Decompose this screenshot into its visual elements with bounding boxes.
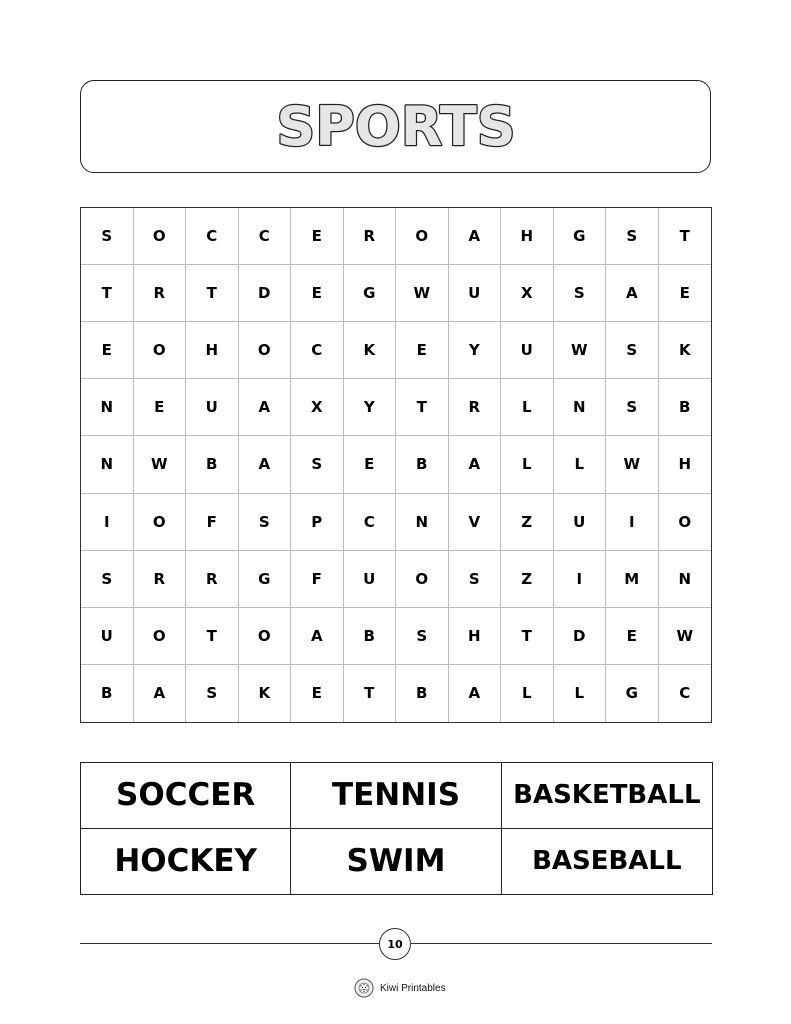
- grid-cell[interactable]: I: [606, 494, 659, 551]
- grid-cell[interactable]: X: [501, 265, 554, 322]
- grid-cell[interactable]: T: [396, 379, 449, 436]
- grid-cell[interactable]: T: [186, 608, 239, 665]
- grid-cell[interactable]: N: [554, 379, 607, 436]
- word-list-item: HOCKEY: [81, 829, 291, 895]
- page-number-text: 10: [387, 937, 403, 951]
- grid-cell[interactable]: N: [659, 551, 712, 608]
- grid-cell[interactable]: K: [239, 665, 292, 722]
- grid-cell[interactable]: E: [291, 665, 344, 722]
- grid-cell[interactable]: M: [606, 551, 659, 608]
- grid-cell[interactable]: C: [291, 322, 344, 379]
- grid-cell[interactable]: N: [81, 436, 134, 493]
- grid-cell[interactable]: R: [344, 208, 397, 265]
- grid-cell[interactable]: T: [81, 265, 134, 322]
- page-title-text: SPORTS: [275, 94, 516, 158]
- grid-cell[interactable]: Y: [344, 379, 397, 436]
- grid-cell[interactable]: F: [186, 494, 239, 551]
- grid-cell[interactable]: B: [396, 665, 449, 722]
- grid-cell[interactable]: Z: [501, 494, 554, 551]
- grid-cell[interactable]: G: [239, 551, 292, 608]
- grid-cell[interactable]: O: [239, 608, 292, 665]
- grid-cell[interactable]: W: [554, 322, 607, 379]
- grid-cell[interactable]: L: [554, 665, 607, 722]
- grid-cell[interactable]: K: [344, 322, 397, 379]
- footer-divider-right: [411, 943, 712, 944]
- grid-cell[interactable]: G: [606, 665, 659, 722]
- word-list-item: SWIM: [291, 829, 501, 895]
- grid-cell[interactable]: X: [291, 379, 344, 436]
- grid-cell[interactable]: S: [606, 379, 659, 436]
- grid-cell[interactable]: B: [344, 608, 397, 665]
- grid-cell[interactable]: A: [606, 265, 659, 322]
- word-list: [80, 762, 713, 895]
- grid-cell[interactable]: T: [659, 208, 712, 265]
- grid-cell[interactable]: V: [449, 494, 502, 551]
- grid-cell[interactable]: L: [501, 379, 554, 436]
- brand: [352, 976, 446, 1000]
- grid-cell[interactable]: S: [606, 322, 659, 379]
- word-list-item: BASKETBALL: [502, 763, 712, 829]
- grid-cell[interactable]: I: [81, 494, 134, 551]
- grid-cell[interactable]: E: [396, 322, 449, 379]
- grid-cell[interactable]: D: [554, 608, 607, 665]
- grid-cell[interactable]: H: [449, 608, 502, 665]
- grid-cell[interactable]: E: [81, 322, 134, 379]
- grid-cell[interactable]: U: [501, 322, 554, 379]
- grid-cell[interactable]: T: [186, 265, 239, 322]
- grid-cell[interactable]: A: [449, 208, 502, 265]
- grid-cell[interactable]: O: [134, 322, 187, 379]
- grid-cell[interactable]: N: [81, 379, 134, 436]
- grid-cell[interactable]: K: [659, 322, 712, 379]
- grid-cell[interactable]: S: [606, 208, 659, 265]
- grid-cell[interactable]: W: [396, 265, 449, 322]
- page-number: [379, 928, 411, 960]
- grid-cell[interactable]: R: [186, 551, 239, 608]
- grid-cell[interactable]: E: [659, 265, 712, 322]
- grid-cell[interactable]: C: [344, 494, 397, 551]
- grid-cell[interactable]: T: [344, 665, 397, 722]
- brand-name: Kiwi Printables: [380, 982, 446, 994]
- grid-cell[interactable]: A: [134, 665, 187, 722]
- grid-cell[interactable]: O: [396, 208, 449, 265]
- grid-cell[interactable]: G: [344, 265, 397, 322]
- grid-cell[interactable]: I: [554, 551, 607, 608]
- footer-divider-left: [80, 943, 379, 944]
- word-list-item: SOCCER: [81, 763, 291, 829]
- grid-cell[interactable]: E: [291, 208, 344, 265]
- grid-cell[interactable]: L: [501, 665, 554, 722]
- grid-cell[interactable]: S: [396, 608, 449, 665]
- grid-cell[interactable]: O: [134, 608, 187, 665]
- grid-cell[interactable]: D: [239, 265, 292, 322]
- grid-cell[interactable]: W: [134, 436, 187, 493]
- grid-cell[interactable]: C: [679, 684, 691, 703]
- grid-cell[interactable]: N: [396, 494, 449, 551]
- grid-cell[interactable]: C: [239, 208, 292, 265]
- grid-cell[interactable]: L: [554, 436, 607, 493]
- grid-cell[interactable]: S: [186, 665, 239, 722]
- grid-cell[interactable]: P: [291, 494, 344, 551]
- grid-cell[interactable]: R: [134, 265, 187, 322]
- title-box: [80, 80, 711, 173]
- kiwi-logo-icon: [352, 976, 376, 1000]
- grid-cell[interactable]: Y: [449, 322, 502, 379]
- grid-cell[interactable]: A: [449, 665, 502, 722]
- grid-cell[interactable]: E: [134, 379, 187, 436]
- grid-cell[interactable]: B: [396, 436, 449, 493]
- grid-cell[interactable]: A: [291, 608, 344, 665]
- grid-cell[interactable]: E: [344, 436, 397, 493]
- grid-cell[interactable]: E: [291, 265, 344, 322]
- grid-cell[interactable]: B: [659, 379, 712, 436]
- grid-cell[interactable]: H: [501, 208, 554, 265]
- grid-cell[interactable]: U: [186, 379, 239, 436]
- grid-cell[interactable]: S: [291, 436, 344, 493]
- grid-cell[interactable]: F: [291, 551, 344, 608]
- grid-cell[interactable]: L: [501, 436, 554, 493]
- grid-cell[interactable]: A: [239, 379, 292, 436]
- word-list-item: TENNIS: [291, 763, 501, 829]
- grid-cell[interactable]: C: [186, 208, 239, 265]
- grid-cell[interactable]: B: [186, 436, 239, 493]
- grid-cell[interactable]: O: [134, 208, 187, 265]
- grid-cell[interactable]: R: [449, 379, 502, 436]
- grid-cell[interactable]: H: [659, 436, 712, 493]
- grid-cell[interactable]: U: [344, 551, 397, 608]
- grid-cell[interactable]: H: [186, 322, 239, 379]
- grid-cell[interactable]: A: [449, 436, 502, 493]
- grid-cell[interactable]: T: [501, 608, 554, 665]
- word-list-item: BASEBALL: [532, 846, 682, 877]
- grid-cell[interactable]: W: [659, 608, 712, 665]
- word-search-grid: [80, 207, 712, 723]
- grid-cell[interactable]: W: [606, 436, 659, 493]
- grid-cell[interactable]: U: [554, 494, 607, 551]
- grid-cell[interactable]: S: [239, 494, 292, 551]
- grid-cell[interactable]: R: [134, 551, 187, 608]
- grid-cell[interactable]: G: [554, 208, 607, 265]
- grid-cell[interactable]: U: [81, 608, 134, 665]
- grid-cell[interactable]: S: [81, 208, 134, 265]
- grid-cell[interactable]: O: [659, 494, 712, 551]
- grid-cell[interactable]: O: [396, 551, 449, 608]
- grid-cell[interactable]: B: [81, 665, 134, 722]
- grid-cell[interactable]: E: [606, 608, 659, 665]
- grid-cell[interactable]: S: [81, 551, 134, 608]
- grid-cell[interactable]: Z: [501, 551, 554, 608]
- grid-cell[interactable]: U: [449, 265, 502, 322]
- grid-cell[interactable]: O: [134, 494, 187, 551]
- grid-cell[interactable]: O: [239, 322, 292, 379]
- page-title: [266, 95, 526, 159]
- grid-cell[interactable]: S: [449, 551, 502, 608]
- grid-cell[interactable]: S: [554, 265, 607, 322]
- grid-cell[interactable]: A: [239, 436, 292, 493]
